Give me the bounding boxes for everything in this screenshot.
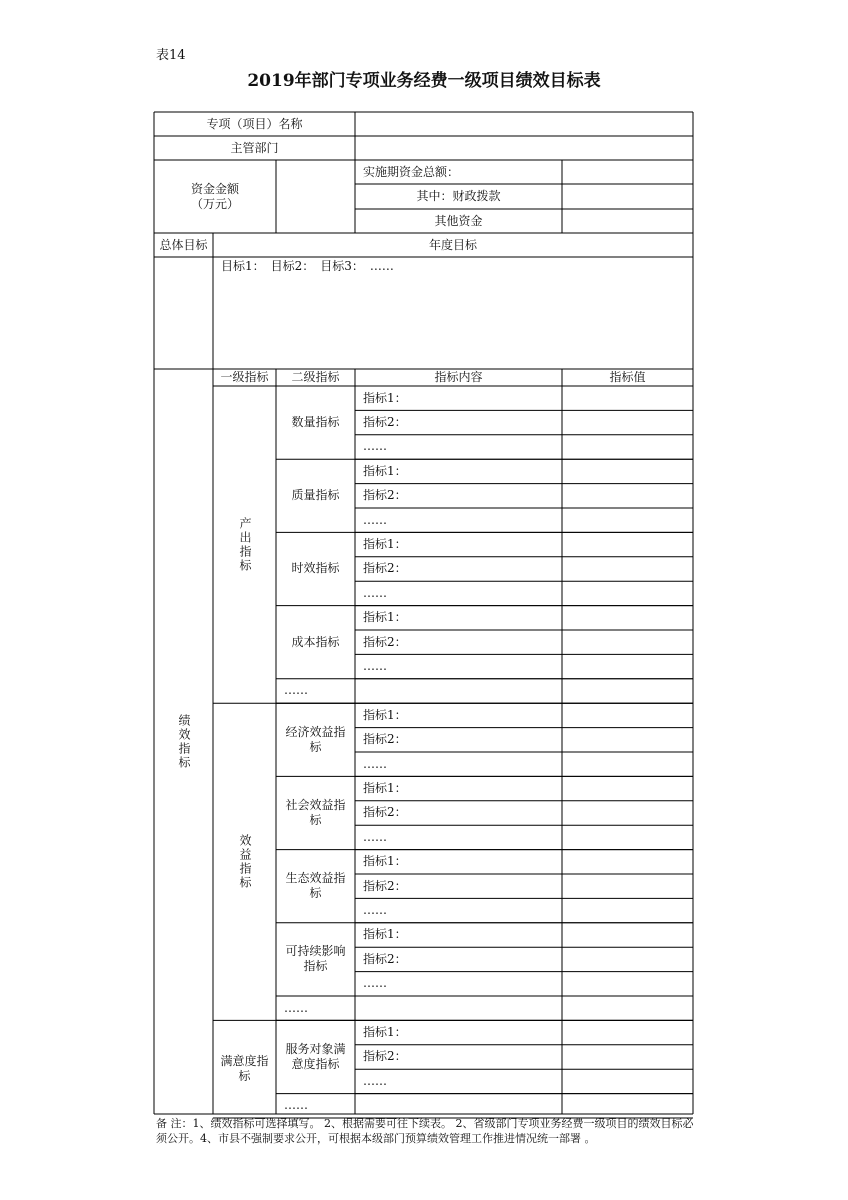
indicator-value-cell[interactable]	[562, 996, 693, 1020]
indicator-value-cell[interactable]	[562, 508, 693, 532]
level2-service-label: 服务对象满意度指标	[285, 1041, 346, 1071]
page-title: 2019年部门专项业务经费一级项目绩效目标表	[247, 71, 601, 91]
indicator-value-cell[interactable]	[562, 557, 693, 581]
level1-benefit-label	[213, 703, 276, 1020]
indicator-content-cell[interactable]: 指标1：	[363, 854, 407, 869]
indicator-value-cell[interactable]	[562, 947, 693, 971]
indicator-content-cell[interactable]	[355, 1094, 562, 1118]
indicator-value-cell[interactable]	[562, 923, 693, 947]
level1-benefit-label-text: 效益指标	[238, 833, 252, 890]
level2-quality-label: 质量指标	[291, 488, 340, 503]
level2-sustainable-label: 可持续影响指标	[285, 944, 346, 974]
project-name-value[interactable]	[355, 112, 693, 136]
level2-ecological-label: 生态效益指标	[285, 871, 346, 901]
indicator-content-cell[interactable]: ……	[363, 439, 387, 454]
level2-more-cell: ……	[284, 1098, 308, 1113]
project-name-label: 专项（项目）名称	[206, 116, 303, 131]
level2-more-cell: ……	[284, 683, 308, 698]
level2-social-label: 社会效益指标	[285, 797, 346, 827]
indicator-content-cell[interactable]: 指标2：	[363, 561, 407, 576]
overall-goal-value[interactable]	[154, 257, 213, 369]
indicator-value-cell[interactable]	[562, 606, 693, 630]
indicator-content-cell[interactable]: 指标2：	[363, 634, 407, 649]
fund-total-label: 实施期资金总额：	[363, 164, 460, 179]
annual-goal-label: 年度目标	[428, 237, 477, 252]
indicator-value-cell[interactable]	[562, 898, 693, 922]
indicator-value-cell[interactable]	[562, 1045, 693, 1069]
indicator-value-cell[interactable]	[562, 1069, 693, 1093]
col-value-header: 指标值	[609, 370, 646, 384]
indicator-value-cell[interactable]	[562, 850, 693, 874]
level2-quantity-label: 数量指标	[291, 415, 340, 430]
fund-unit: （万元）	[190, 196, 239, 211]
dept-value[interactable]	[355, 136, 693, 160]
indicator-content-cell[interactable]: 指标2：	[363, 1049, 407, 1064]
indicator-value-cell[interactable]	[562, 484, 693, 508]
annual-goal-text[interactable]: 目标1： 目标2： 目标3： ……	[221, 259, 394, 273]
fund-amount-cell[interactable]	[276, 160, 355, 233]
indicator-content-cell[interactable]: ……	[363, 585, 387, 600]
indicator-value-cell[interactable]	[562, 825, 693, 849]
indicator-value-cell[interactable]	[562, 435, 693, 459]
indicator-value-cell[interactable]	[562, 459, 693, 483]
overall-goal-label: 总体目标	[159, 237, 208, 252]
indicator-content-cell[interactable]: 指标1：	[363, 781, 407, 796]
indicator-content-cell[interactable]: 指标1：	[363, 1025, 407, 1040]
indicator-content-cell[interactable]: ……	[363, 903, 387, 918]
indicator-content-cell[interactable]: 指标2：	[363, 951, 407, 966]
level2-cost-label: 成本指标	[291, 634, 340, 649]
indicator-content-cell[interactable]: 指标1：	[363, 463, 407, 478]
indicator-value-cell[interactable]	[562, 874, 693, 898]
level1-output-label	[213, 386, 276, 703]
indicator-content-cell[interactable]	[355, 679, 562, 703]
indicator-value-cell[interactable]	[562, 581, 693, 605]
indicator-value-cell[interactable]	[562, 1094, 693, 1118]
level2-more-cell: ……	[284, 1000, 308, 1015]
col-level2-header: 二级指标	[291, 370, 340, 384]
indicator-value-cell[interactable]	[562, 1020, 693, 1044]
indicator-content-cell[interactable]: ……	[363, 512, 387, 527]
level1-output-label-text: 产出指标	[238, 516, 252, 573]
col-content-header: 指标内容	[434, 370, 483, 384]
col-level1-header: 一级指标	[220, 370, 269, 384]
fund-label-cell	[154, 160, 276, 233]
fund-other-label: 其他资金	[434, 213, 483, 228]
indicator-value-cell[interactable]	[562, 630, 693, 654]
indicator-value-cell[interactable]	[562, 703, 693, 727]
indicator-content-cell[interactable]: 指标1：	[363, 390, 407, 405]
fund-fiscal-value[interactable]	[562, 184, 693, 209]
indicator-content-cell[interactable]: 指标2：	[363, 805, 407, 820]
indicator-content-cell[interactable]: ……	[363, 829, 387, 844]
fund-label: 资金金额	[190, 181, 239, 196]
indicator-content-cell[interactable]: ……	[363, 756, 387, 771]
footnote: 备 注：1、绩效指标可选择填写。 2、根据需要可往下续表。 2、省级部门专项业务经费一级项目的绩效目标必须公开。4、市县不强制要求公开，可根据本级部门预算绩效管理工作推进情况统一部署 。	[156, 1117, 694, 1145]
indicator-value-cell[interactable]	[562, 386, 693, 410]
level2-timeliness-label: 时效指标	[291, 561, 340, 576]
fund-other-value[interactable]	[562, 209, 693, 233]
indicator-value-cell[interactable]	[562, 728, 693, 752]
indicator-value-cell[interactable]	[562, 410, 693, 434]
performance-indicators-label	[154, 369, 213, 1114]
indicator-content-cell[interactable]: 指标2：	[363, 732, 407, 747]
fund-fiscal-label: 其中：财政拨款	[416, 189, 501, 203]
indicator-content-cell[interactable]: 指标1：	[363, 610, 407, 625]
indicator-content-cell[interactable]: 指标2：	[363, 415, 407, 430]
indicator-content-cell[interactable]: 指标2：	[363, 488, 407, 503]
indicator-value-cell[interactable]	[562, 972, 693, 996]
indicator-value-cell[interactable]	[562, 532, 693, 556]
indicator-content-cell[interactable]: ……	[363, 976, 387, 991]
indicator-content-cell[interactable]: 指标1：	[363, 927, 407, 942]
indicator-content-cell[interactable]: ……	[363, 659, 387, 674]
indicator-content-cell[interactable]: 指标2：	[363, 878, 407, 893]
indicator-value-cell[interactable]	[562, 654, 693, 678]
dept-label: 主管部门	[230, 140, 279, 155]
table-number-label: 表14	[156, 48, 186, 63]
level1-satisfaction-label: 满意度指标	[220, 1054, 269, 1084]
performance-indicators-label-text: 绩效指标	[177, 713, 191, 770]
fund-total-value[interactable]	[562, 160, 693, 184]
level2-economic-label: 经济效益指标	[285, 724, 346, 754]
indicator-value-cell[interactable]	[562, 801, 693, 825]
indicator-value-cell[interactable]	[562, 752, 693, 776]
indicator-value-cell[interactable]	[562, 776, 693, 800]
indicator-content-cell[interactable]	[355, 996, 562, 1020]
indicator-value-cell[interactable]	[562, 679, 693, 703]
indicator-content-cell[interactable]: 指标1：	[363, 707, 407, 722]
indicator-content-cell[interactable]: 指标1：	[363, 537, 407, 552]
indicator-content-cell[interactable]: ……	[363, 1073, 387, 1088]
